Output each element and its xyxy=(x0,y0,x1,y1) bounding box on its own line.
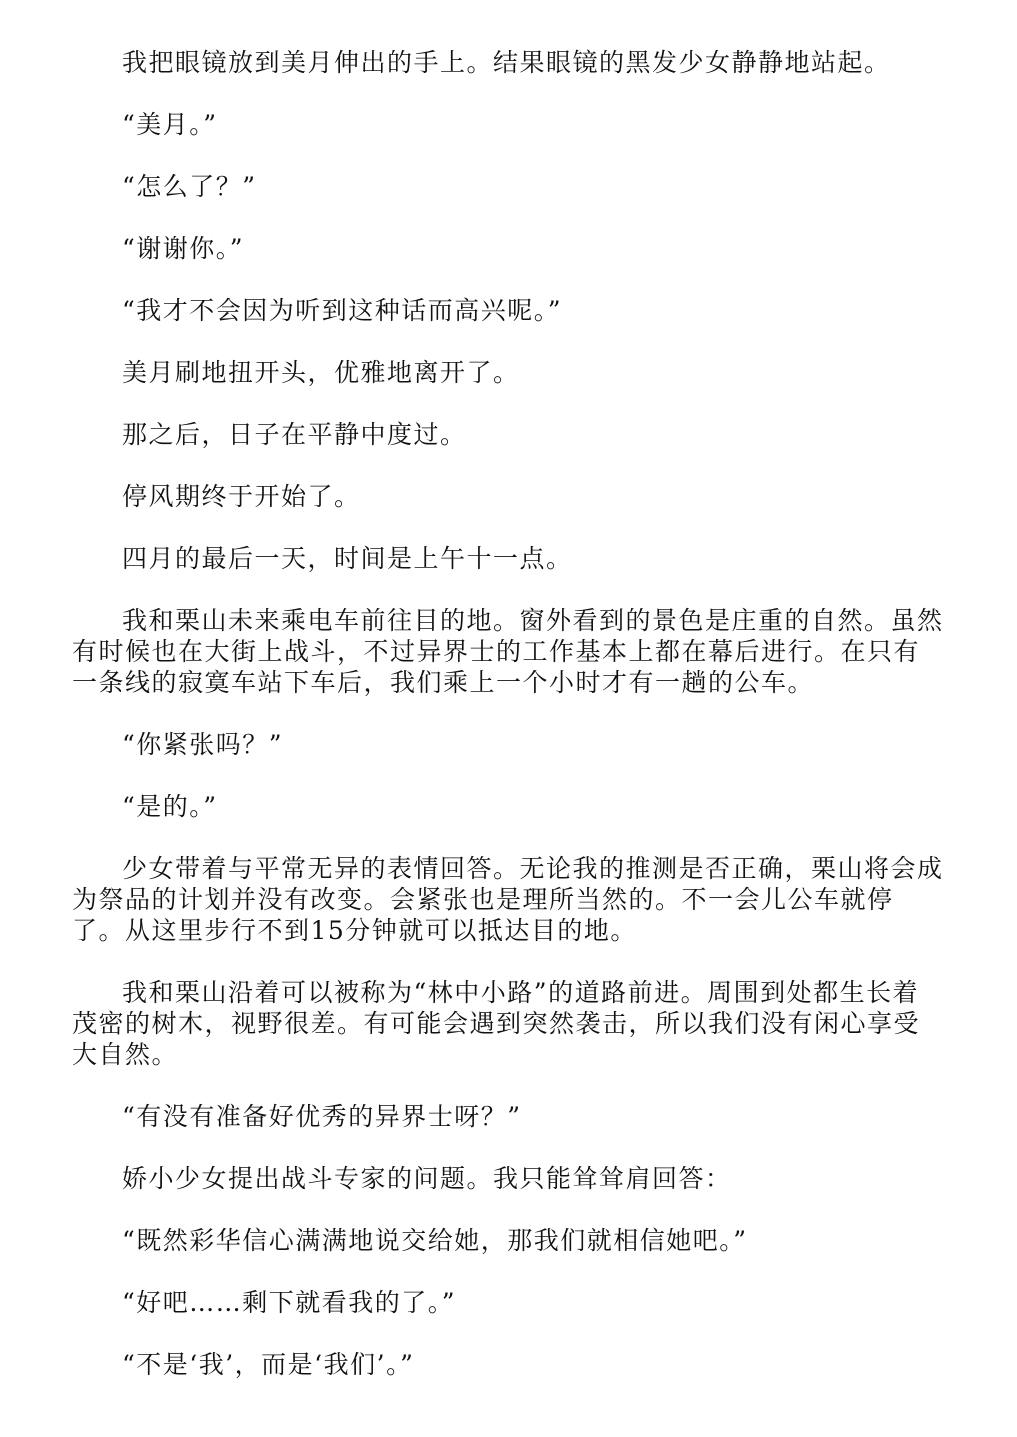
paragraph: 停风期终于开始了。 xyxy=(122,482,361,511)
paragraph: 我和栗山沿着可以被称为“林中小路”的道路前进。周围到处都生长着茂密的树木，视野很差。有可能会遇到突然袭击，所以我们没有闲心享受大自然。 xyxy=(72,978,921,1069)
paragraph: “好吧……剩下就看我的了。” xyxy=(122,1288,457,1317)
paragraph: “怎么了？” xyxy=(122,172,257,201)
paragraph: 少女带着与平常无异的表情回答。无论我的推测是否正确，栗山将会成为祭品的计划并没有改变。会紧张也是理所当然的。不一会儿公车就停了。从这里步行不到15分钟就可以抵达目的地。 xyxy=(72,854,944,945)
paragraph: “谢谢你。” xyxy=(122,234,245,263)
paragraph: 我把眼镜放到美月伸出的手上。结果眼镜的黑发少女静静地站起。 xyxy=(122,48,891,77)
paragraph: 那之后，日子在平静中度过。 xyxy=(122,420,467,449)
paragraph: “是的。” xyxy=(122,792,218,821)
paragraph: “不是‘我’，而是‘我们’。” xyxy=(122,1350,415,1379)
paragraph: 娇小少女提出战斗专家的问题。我只能耸耸肩回答： xyxy=(122,1164,732,1193)
paragraph: “既然彩华信心满满地说交给她，那我们就相信她吧。” xyxy=(122,1226,748,1255)
paragraph: “有没有准备好优秀的异界士呀？” xyxy=(122,1102,522,1131)
paragraph: 四月的最后一天，时间是上午十一点。 xyxy=(122,544,573,573)
paragraph: “美月。” xyxy=(122,110,218,139)
paragraph: 我和栗山未来乘电车前往目的地。窗外看到的景色是庄重的自然。虽然有时候也在大街上战斗，不过异界士的工作基本上都在幕后进行。在只有一条线的寂寞车站下车后，我们乘上一个小时才有一趟的公车。 xyxy=(72,606,944,697)
paragraph: 美月刷地扭开头，优雅地离开了。 xyxy=(122,358,520,387)
paragraph: “我才不会因为听到这种话而高兴呢。” xyxy=(122,296,563,325)
paragraph: “你紧张吗？” xyxy=(122,730,284,759)
